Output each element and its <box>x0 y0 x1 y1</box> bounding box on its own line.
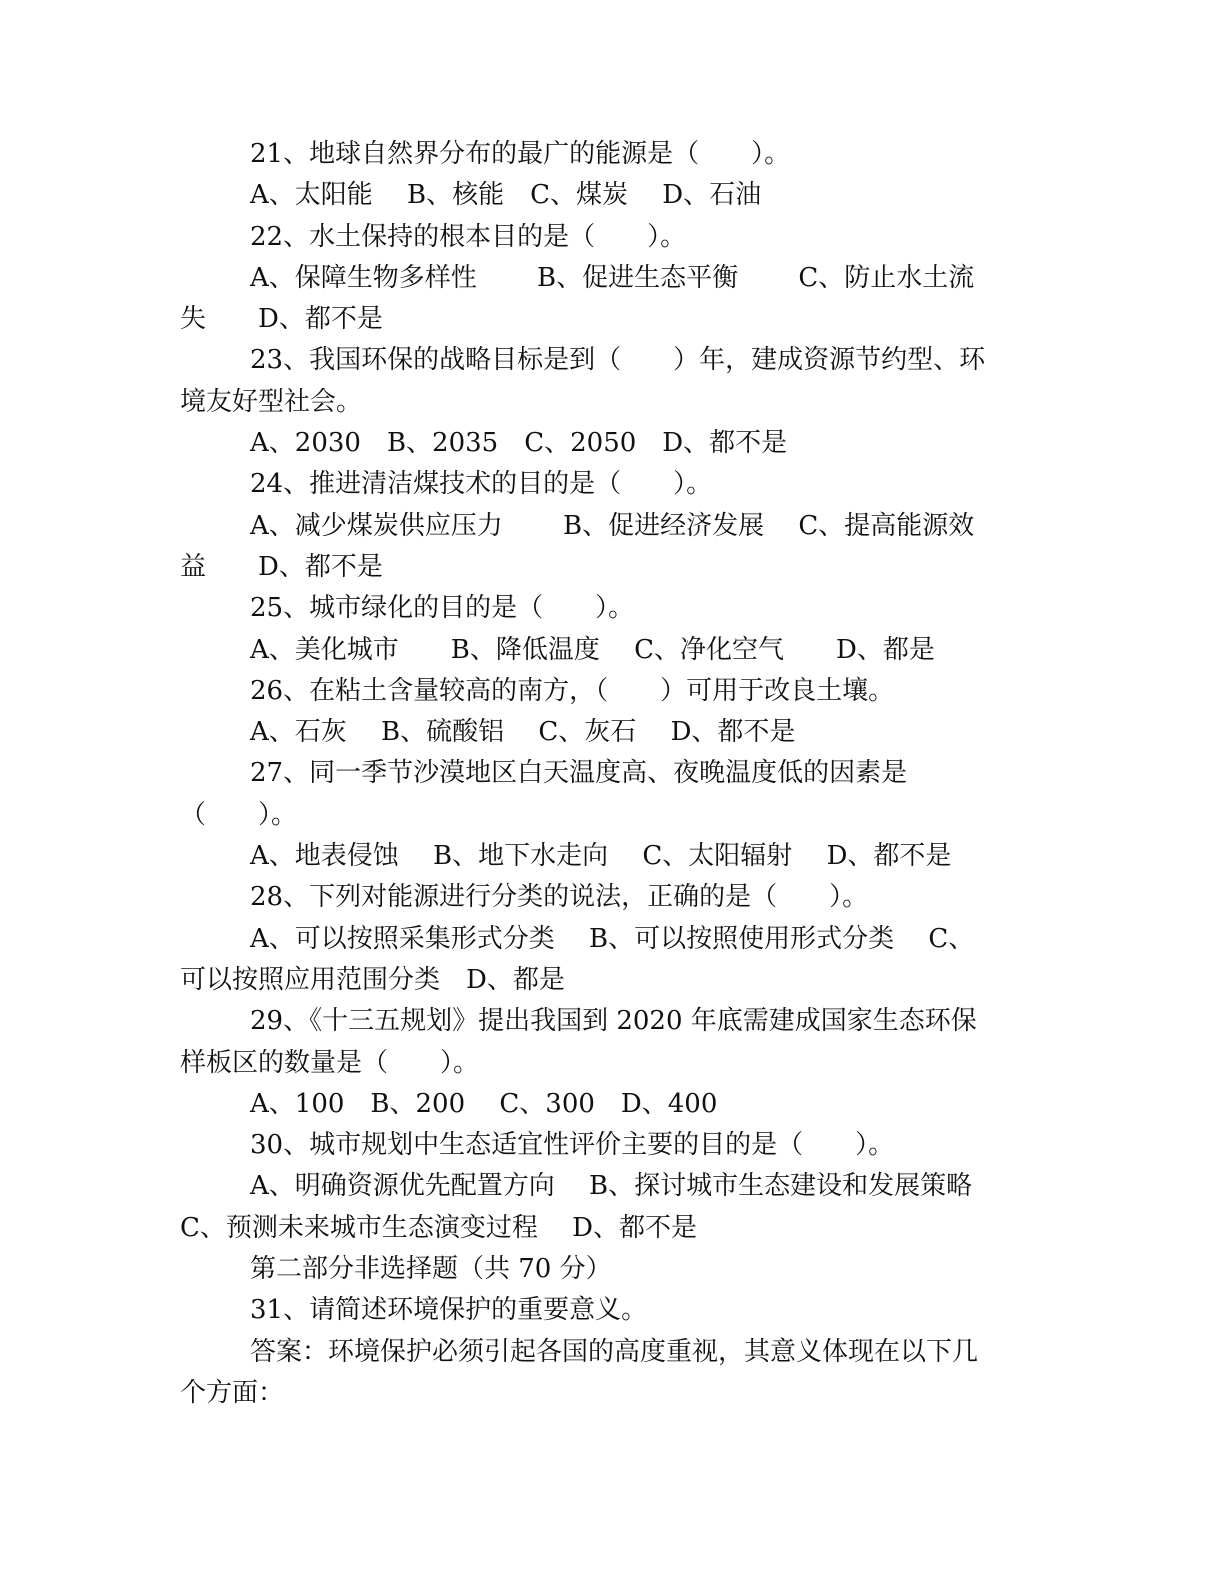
question-27: 27、同一季节沙漠地区白天温度高、夜晚温度低的因素是 <box>250 758 908 789</box>
answer-31: 答案：环境保护必须引起各国的高度重视，其意义体现在以下几 <box>250 1336 979 1367</box>
answer-31-continued: 个方面： <box>180 1377 285 1408</box>
question-24-options: A、减少煤炭供应压力 B、促进经济发展 C、提高能源效 <box>250 510 975 541</box>
question-26-options: A、石灰 B、硫酸铝 C、灰石 D、都不是 <box>250 717 796 748</box>
question-21-options: A、太阳能 B、核能 C、煤炭 D、石油 <box>250 180 762 211</box>
question-23: 23、我国环保的战略目标是到（ ）年，建成资源节约型、环 <box>250 345 986 376</box>
question-21: 21、地球自然界分布的最广的能源是（ ）。 <box>250 139 791 169</box>
question-27-continued: （ ）。 <box>180 799 298 830</box>
document-body <box>180 134 1030 1414</box>
question-30-options-continued: C、预测未来城市生态演变过程 D、都不是 <box>180 1212 698 1243</box>
question-23-continued: 境友好型社会。 <box>180 386 363 417</box>
question-28-options: A、可以按照采集形式分类 B、可以按照使用形式分类 C、 <box>250 923 975 954</box>
question-22-options: A、保障生物多样性 B、促进生态平衡 C、防止水土流 <box>250 262 975 293</box>
question-30: 30、城市规划中生态适宜性评价主要的目的是（ ）。 <box>250 1130 895 1161</box>
question-25: 25、城市绿化的目的是（ ）。 <box>250 593 635 624</box>
question-29-options: A、100 B、200 C、300 D、400 <box>250 1088 718 1119</box>
question-24: 24、推进清洁煤技术的目的是（ ）。 <box>250 469 713 500</box>
question-29-continued: 样板区的数量是（ ）。 <box>180 1047 480 1078</box>
question-26: 26、在粘土含量较高的南方，（ ）可用于改良土壤。 <box>250 675 895 706</box>
question-28-options-continued: 可以按照应用范围分类 D、都是 <box>180 964 565 995</box>
question-24-options-continued: 益 D、都不是 <box>180 551 383 582</box>
question-28: 28、下列对能源进行分类的说法，正确的是（ ）。 <box>250 882 869 913</box>
question-22: 22、水土保持的根本目的是（ ）。 <box>250 221 687 252</box>
question-31: 31、请简述环境保护的重要意义。 <box>250 1295 648 1326</box>
question-25-options: A、美化城市 B、降低温度 C、净化空气 D、都是 <box>250 634 935 665</box>
question-29: 29、《十三五规划》提出我国到 2020 年底需建成国家生态环保 <box>250 1006 977 1037</box>
section-heading: 第二部分非选择题（共 70 分） <box>250 1254 612 1285</box>
question-23-options: A、2030 B、2035 C、2050 D、都不是 <box>250 428 788 459</box>
question-22-options-continued: 失 D、都不是 <box>180 304 383 335</box>
question-27-options: A、地表侵蚀 B、地下水走向 C、太阳辐射 D、都不是 <box>250 841 952 872</box>
question-30-options: A、明确资源优先配置方向 B、探讨城市生态建设和发展策略 <box>250 1171 973 1202</box>
